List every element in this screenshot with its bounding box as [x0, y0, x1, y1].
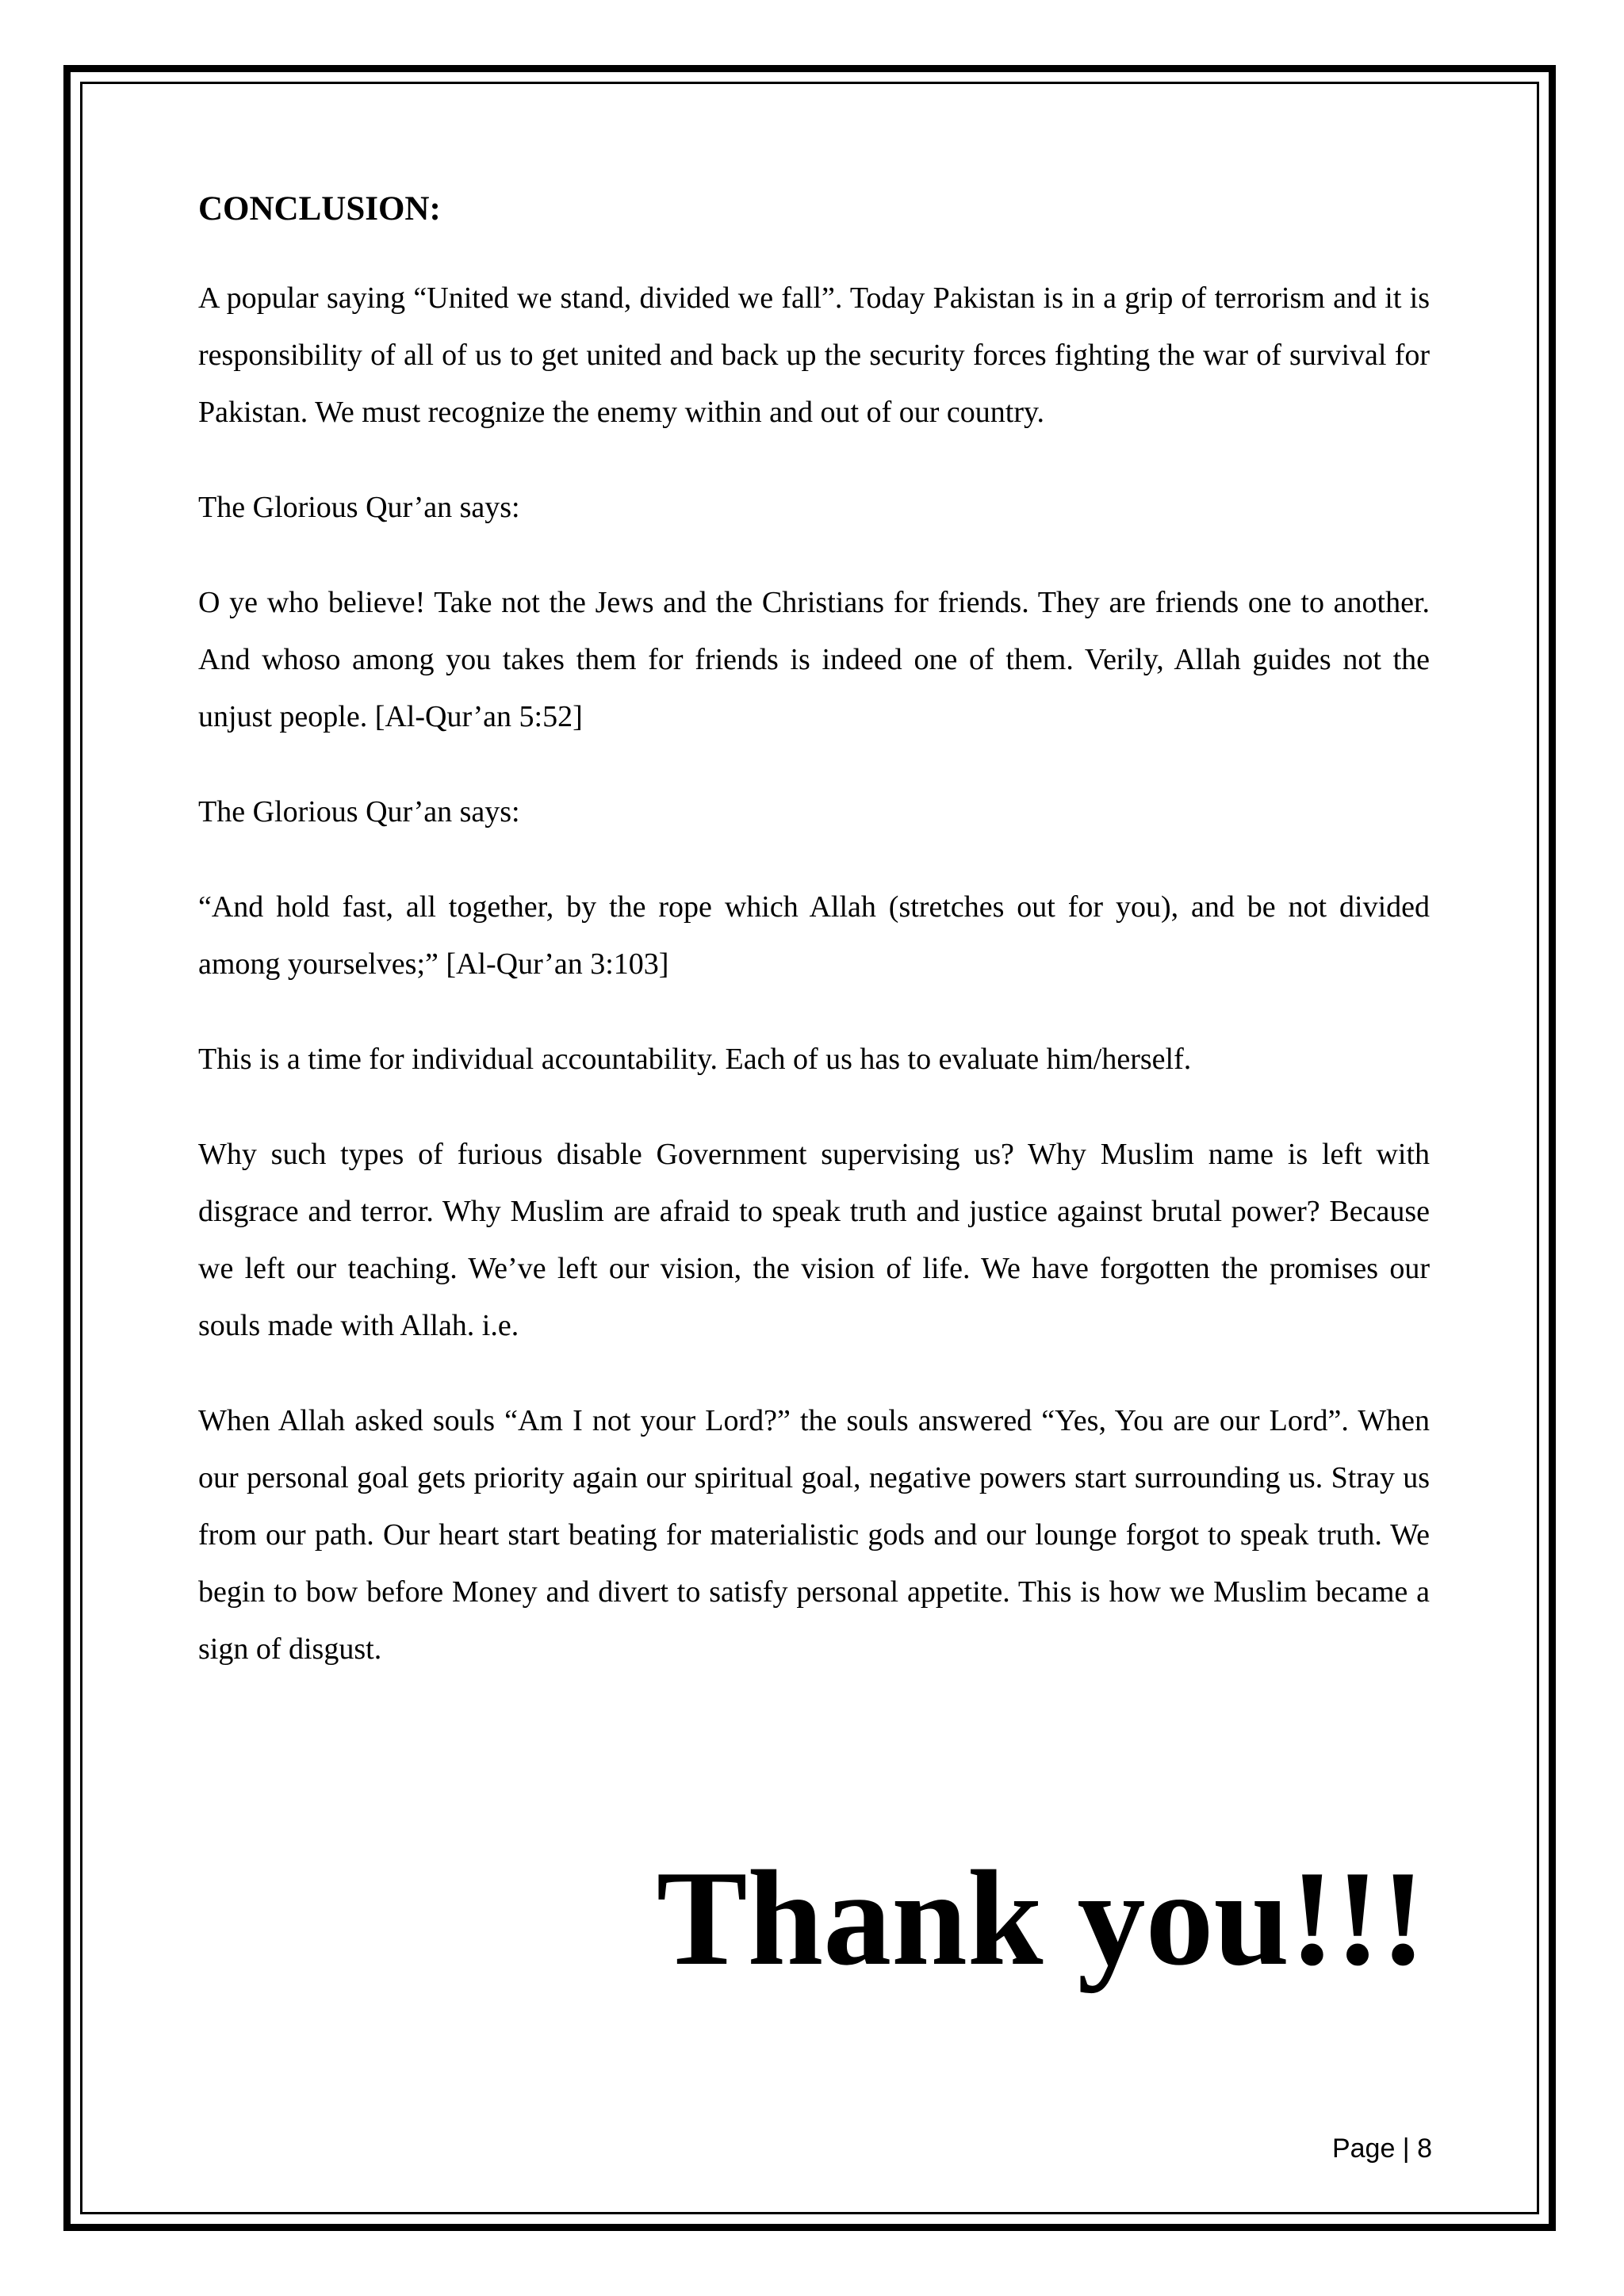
paragraph-questions: Why such types of furious disable Government supervising us? Why Muslim name is left with disgrace and terror. Why Muslim are afraid to speak truth and justice against brutal power? Because we left our teaching. We’ve left our vision, the vision of life. We have forgotten the promises our souls made with Allah. i.e.: [198, 1138, 1430, 1342]
paragraph-quran-intro-1: The Glorious Qur’an says:: [198, 491, 520, 524]
thank-you-closing: Thank you!!!: [656, 1843, 1426, 1994]
paragraph-souls: When Allah asked souls “Am I not your Lord?” the souls answered “Yes, You are our Lord”. When our personal goal gets priority again our spiritual goal, negative powers start surrounding us. Stray us from our path. Our heart start beating for materialistic gods and our lounge forgot to speak truth. We begin to bow before Money and divert to satisfy personal appetite. This is how we Muslim became a sign of disgust.: [198, 1404, 1430, 1666]
paragraph-quote-3-103: “And hold fast, all together, by the rope which Allah (stretches out for you), and be not divided among yourselves;” [Al-Qur’an 3:103]: [198, 890, 1430, 981]
document-body: [198, 186, 1430, 1716]
paragraph-quran-intro-2: The Glorious Qur’an says:: [198, 795, 520, 828]
paragraph-quote-5-52: O ye who believe! Take not the Jews and the Christians for friends. They are friends one to another. And whoso among you takes them for friends is indeed one of them. Verily, Allah guides not the unjust people. [Al-Qur’an 5:52]: [198, 586, 1430, 733]
paragraph-accountability: This is a time for individual accountability. Each of us has to evaluate him/herself.: [198, 1043, 1192, 1076]
page-number: Page | 8: [1331, 2133, 1432, 2164]
section-heading: CONCLUSION:: [198, 190, 441, 228]
paragraph-intro: A popular saying “United we stand, divided we fall”. Today Pakistan is in a grip of terrorism and it is responsibility of all of us to get united and back up the security forces fighting the war of survival for Pakistan. We must recognize the enemy within and out of our country.: [198, 281, 1430, 429]
